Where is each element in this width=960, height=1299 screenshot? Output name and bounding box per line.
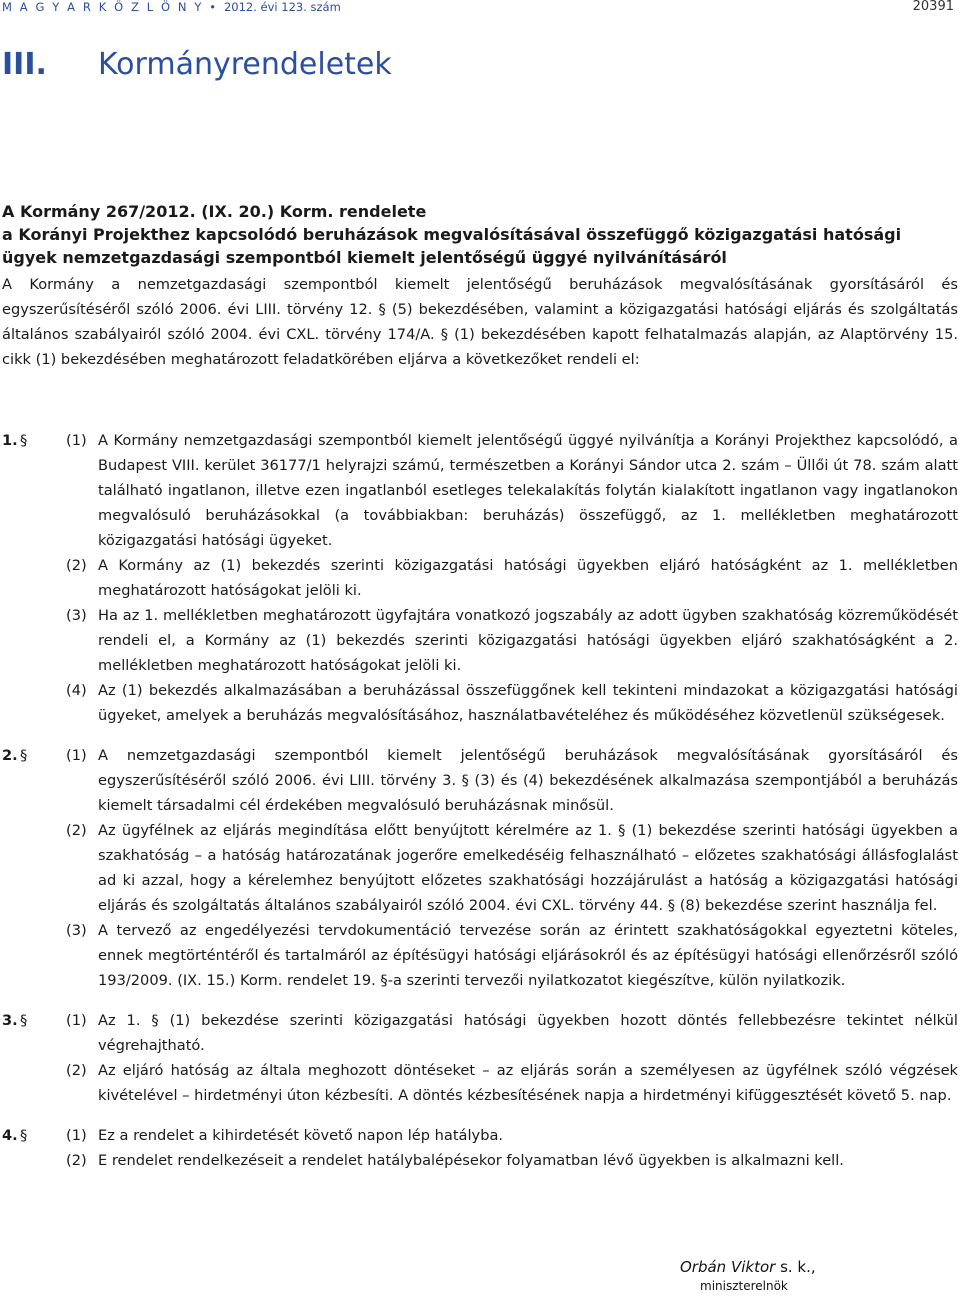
section-sign: § — [20, 1012, 28, 1029]
subsection — [2, 818, 958, 918]
subsection-number: (2) — [66, 822, 87, 839]
subsection — [2, 603, 958, 678]
journal-name: M A G Y A R K Ö Z L Ö N Y — [2, 0, 204, 14]
subsection — [2, 1123, 958, 1148]
subsection-number: (1) — [66, 747, 87, 764]
subsection-text: Az (1) bekezdés alkalmazásában a beruházással összefüggőnek kell tekinteni mindazokat a közigazgatási hatósági ügyeket, amelyek a beruházás megvalósításához, használatbavételéhez és működéséhez közvetlenül szükségesek. — [98, 682, 958, 724]
decree-title — [2, 200, 958, 269]
section-sign: § — [20, 1127, 28, 1144]
section-sign: § — [20, 432, 28, 449]
subsection-number: (1) — [66, 432, 87, 449]
decree-body — [2, 428, 958, 1188]
subsection-number: (1) — [66, 1012, 87, 1029]
signer-suffix: s. k., — [775, 1258, 816, 1276]
decree-paragraph — [2, 743, 958, 993]
subsection-text: A Kormány nemzetgazdasági szempontból kiemelt jelentőségű üggyé nyilvánítja a Korányi Projekthez kapcsolódó, a Budapest VIII. kerület 36177/1 helyrajzi számú, természetben a Korányi Sándor utca 2. szám – Üllői út 78. szám alatt található ingatlanon, illetve ezen ingatlanból esetleges telekalakítás folytán kialakított ingatlanon vagy ingatlanokon megvalósuló beruházásokkal (a továbbiakban: beruházás) összefüggő, az 1. mellékletben meghatározott közigazgatási hatósági ügyeket. — [98, 432, 958, 549]
signer — [680, 1256, 820, 1278]
section-sign: § — [20, 747, 28, 764]
signer-name: Orbán Viktor — [680, 1258, 776, 1276]
separator-bullet: • — [209, 0, 219, 14]
subsection-text: Ha az 1. mellékletben meghatározott ügyfajtára vonatkozó jogszabály az adott ügyben szakhatóság közreműködését rendeli el, a Kormány az (1) bekezdés szerinti közigazgatási hatósági ügyekben eljáró szakhatóságként a 2. mellékletben meghatározott hatóságokat jelöli ki. — [98, 607, 958, 674]
decree-paragraph — [2, 1123, 958, 1173]
subsection — [2, 428, 958, 553]
subsection-text: E rendelet rendelkezéseit a rendelet hatálybalépésekor folyamatban lévő ügyekben is alkalmazni kell. — [98, 1152, 844, 1169]
section-roman-numeral: III. — [2, 47, 47, 82]
subsection-number: (2) — [66, 557, 87, 574]
signature-block — [680, 1256, 820, 1294]
subsection — [2, 743, 958, 818]
subsection-text: Ez a rendelet a kihirdetését követő napon lép hatályba. — [98, 1127, 504, 1144]
paragraph-number: 3. — [2, 1012, 18, 1029]
subsection-text: Az 1. § (1) bekezdése szerinti közigazgatási hatósági ügyekben hozott döntés fellebbezésre tekintet nélkül végrehajtható. — [98, 1012, 958, 1054]
subsection — [2, 553, 958, 603]
decree-paragraph — [2, 1008, 958, 1108]
subsection — [2, 1148, 958, 1173]
decree-title-line: ügyek nemzetgazdasági szempontból kiemelt jelentőségű üggyé nyilvánításáról — [2, 248, 727, 267]
preamble-text: A Kormány a nemzetgazdasági szempontból kiemelt jelentőségű beruházások megvalósításának gyorsításáról és egyszerűsítéséről szóló 2006. évi LIII. törvény 12. § (5) bekezdésében, valamint a közigazgatási hatósági eljárás és szolgáltatás általános szabályairól szóló 2004. évi CXL. törvény 174/A. § (1) bekezdésében kapott felhatalmazás alapján, az Alaptörvény 15. cikk (1) bekezdésében meghatározott feladatkörében eljárva a következőket rendeli el: — [2, 276, 958, 368]
page-header — [0, 0, 960, 14]
journal-masthead — [2, 0, 341, 14]
subsection-number: (2) — [66, 1062, 87, 1079]
subsection-text: Az eljáró hatóság az általa meghozott döntéseket – az eljárás során a személyesen az ügyfélnek szóló végzések kivételével – hirdetményi úton kézbesíti. A döntés kézbesítésének napja a hirdetményi kifüggesztését követő 5. nap. — [98, 1062, 958, 1104]
subsection-number: (3) — [66, 922, 87, 939]
subsection-text: Az ügyfélnek az eljárás megindítása előtt benyújtott kérelmére az 1. § (1) bekezdése szerinti hatósági ügyekben a szakhatóság – a hatóság határozatának jogerőre emelkedéséig felhasználható – előzetes szakhatósági állásfoglalást ad ki azzal, hogy a kérelemhez benyújtott előzetes szakhatósági hozzájárulást a hatóság a közigazgatási hatósági eljárás és szolgáltatás általános szabályairól szóló 2004. évi CXL. törvény 44. § (8) bekezdése szerint használja fel. — [98, 822, 958, 914]
subsection-text: A nemzetgazdasági szempontból kiemelt jelentőségű beruházások megvalósításának gyorsításáról és egyszerűsítéséről szóló 2006. évi LIII. törvény 3. § (3) és (4) bekezdésének alkalmazása szempontjából a beruházás kiemelt társadalmi cél érdekében megvalósuló beruházásnak minősül. — [98, 747, 958, 814]
decree-title-line: a Korányi Projekthez kapcsolódó beruházások megvalósításával összefüggő közigazgatási hatósági — [2, 225, 902, 244]
subsection — [2, 678, 958, 728]
decree-preamble — [2, 272, 958, 372]
subsection-number: (1) — [66, 1127, 87, 1144]
section-title: Kormányrendeletek — [98, 47, 392, 82]
paragraph-number: 4. — [2, 1127, 18, 1144]
subsection-number: (4) — [66, 682, 87, 699]
paragraph-number: 1. — [2, 432, 18, 449]
signer-role: miniszterelnök — [700, 1279, 788, 1293]
paragraph-number: 2. — [2, 747, 18, 764]
subsection — [2, 918, 958, 993]
subsection-text: A tervező az engedélyezési tervdokumentáció tervezése során az érintett szakhatóságokkal egyeztetni köteles, ennek megtörténtéről és tartalmáról az építésügyi hatósági eljárásokról és az építésügyi hatósági ellenőrzésről szóló 193/2009. (IX. 15.) Korm. rendelet 19. §-a szerinti tervezői nyilatkozatot kiegészítve, külön nyilatkozik. — [98, 922, 958, 989]
subsection — [2, 1008, 958, 1058]
decree-title-line: A Kormány 267/2012. (IX. 20.) Korm. rendelete — [2, 202, 427, 221]
section-heading — [2, 46, 392, 84]
issue-number: 2012. évi 123. szám — [223, 0, 341, 14]
subsection-text: A Kormány az (1) bekezdés szerinti közigazgatási hatósági ügyekben eljáró hatóságként az 1. mellékletben meghatározott hatóságokat jelöli ki. — [98, 557, 958, 599]
subsection — [2, 1058, 958, 1108]
page-number: 20391 — [912, 0, 954, 14]
decree-paragraph — [2, 428, 958, 728]
subsection-number: (2) — [66, 1152, 87, 1169]
subsection-number: (3) — [66, 607, 87, 624]
